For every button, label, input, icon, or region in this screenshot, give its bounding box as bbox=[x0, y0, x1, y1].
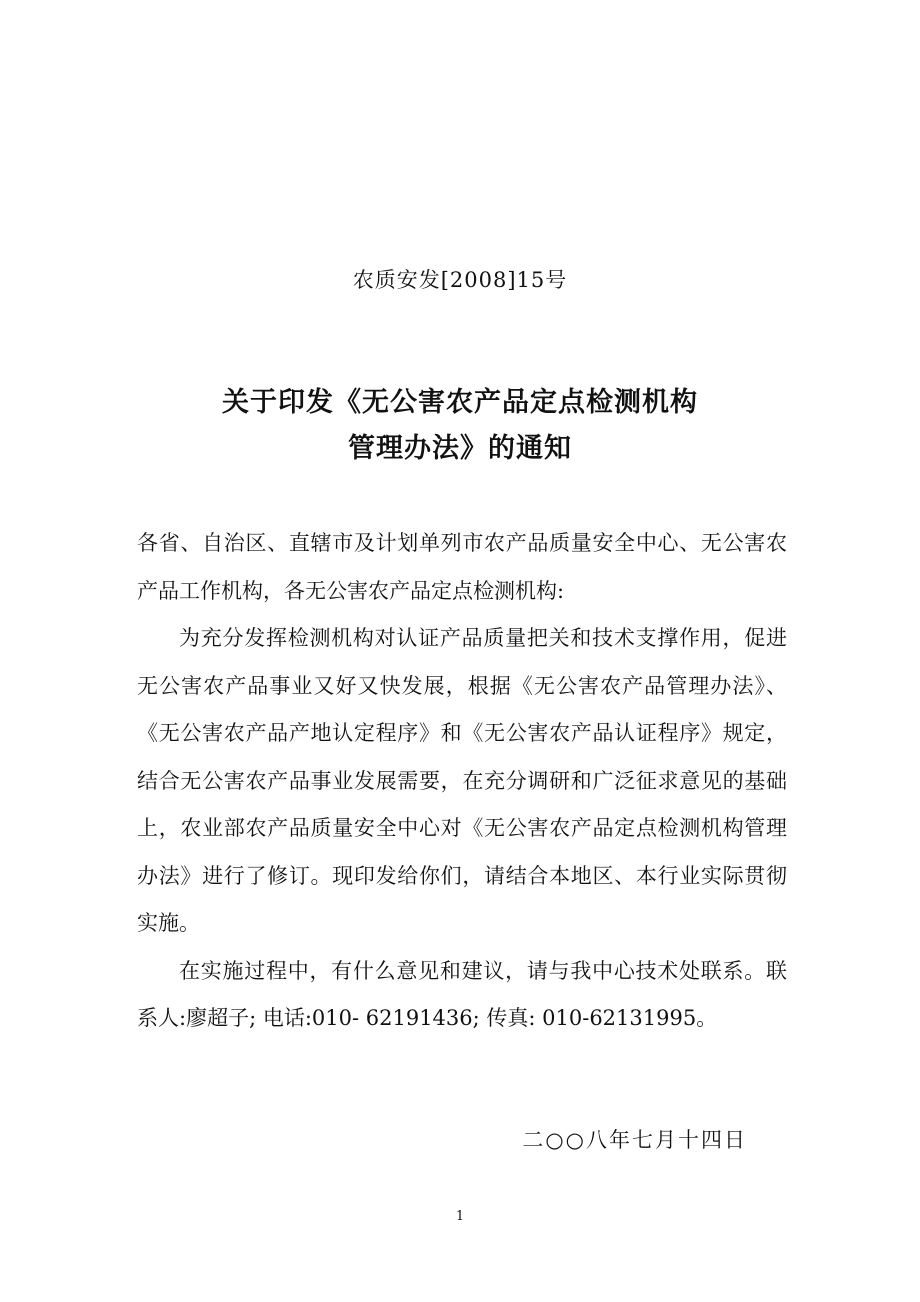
addressee-paragraph: 各省、自治区、直辖市及计划单列市农产品质量安全中心、无公害农产品工作机构，各无公害农产品定点检测机构: bbox=[137, 531, 787, 603]
body-paragraph-2: 在实施过程中，有什么意见和建议，请与我中心技术处联系。联系人:廖超子; 电话:010- 62191436; 传真: 010-62131995。 bbox=[137, 958, 787, 1030]
page-number: 1 bbox=[455, 1209, 465, 1224]
title-line-2: 管理办法》的通知 bbox=[348, 433, 572, 464]
document-body bbox=[137, 520, 787, 1043]
title-line-1: 关于印发《无公害农产品定点检测机构 bbox=[222, 387, 698, 418]
issue-date: 二○○八年七月十四日 bbox=[522, 1128, 747, 1152]
document-number: 农质安发[2008]15号 bbox=[352, 268, 568, 292]
document-title bbox=[0, 380, 920, 472]
body-paragraph-1: 为充分发挥检测机构对认证产品质量把关和技术支撑作用，促进无公害农产品事业又好又快发展，根据《无公害农产品管理办法》、《无公害农产品产地认定程序》和《无公害农产品认证程序》规定，结合无公害农产品事业发展需要，在充分调研和广泛征求意见的基础上，农业部农产品质量安全中心对《无公害农产品定点检测机构管理办法》进行了修订。现印发给你们，请结合本地区、本行业实际贯彻实施。 bbox=[137, 626, 787, 935]
